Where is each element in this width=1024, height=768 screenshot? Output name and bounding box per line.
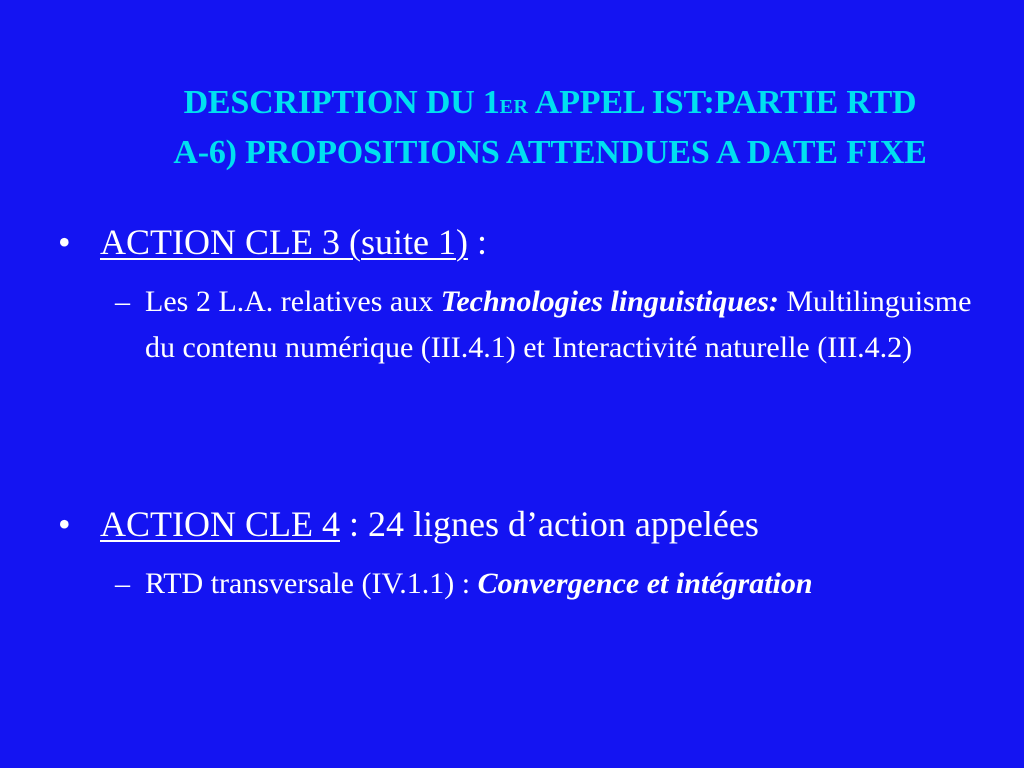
sub-bullet-dash: – [115, 285, 130, 318]
bullet-action-cle-4 [58, 502, 759, 546]
title-line-2: A-6) PROPOSITIONS ATTENDUES A DATE FIXE [173, 134, 927, 171]
sub-bullet-text [115, 561, 995, 607]
bullet-heading-underlined: ACTION CLE 4 [100, 504, 340, 544]
title-line-1 [60, 80, 1024, 130]
sub-bullet-text-plain: RTD transversale (IV.1.1) : [145, 567, 478, 600]
title-line-1-end: APPEL IST:PARTIE RTD [528, 84, 917, 121]
bullet-marker: • [58, 504, 71, 544]
sub-bullet-rtd-transversale [115, 561, 995, 607]
bullet-heading-rest: : 24 lignes d’action appelées [339, 504, 759, 544]
slide-title [60, 80, 1024, 176]
sub-bullet-text-after: Multilinguisme du contenu numérique (III.4.1) et Interactivité naturelle (III.4.2) [145, 285, 972, 364]
title-line-1-start: DESCRIPTION DU 1 [183, 84, 500, 121]
sub-bullet-text-plain: Les 2 L.A. relatives aux [145, 285, 441, 318]
bullet-heading-rest: : [467, 222, 487, 262]
sub-bullet-text [115, 279, 995, 371]
sub-bullet-text-emphasis: Convergence et intégration [477, 567, 813, 600]
sub-bullet-dash: – [115, 567, 130, 600]
sub-bullet-text-emphasis: Technologies linguistiques: [440, 285, 779, 318]
title-ordinal-suffix: ER [499, 96, 529, 118]
sub-bullet-technologies-linguistiques [115, 279, 995, 371]
bullet-action-cle-3 [58, 220, 487, 264]
bullet-heading-underlined: ACTION CLE 3 (suite 1) [100, 222, 468, 262]
bullet-marker: • [58, 222, 71, 262]
